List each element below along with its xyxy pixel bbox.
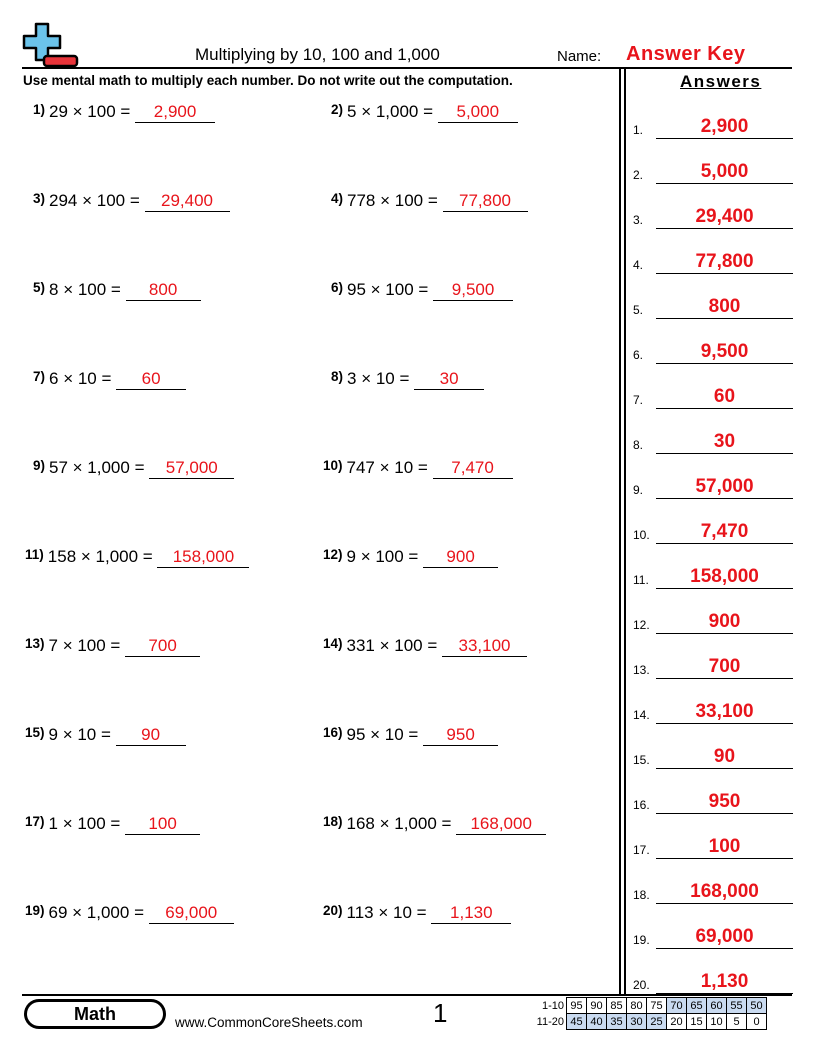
- answer-value: 950: [708, 791, 741, 812]
- answer-value: 90: [713, 746, 736, 767]
- score-cell: 0: [747, 1014, 767, 1030]
- answer-value: 2,900: [700, 116, 749, 137]
- answer-row-8: [633, 431, 793, 454]
- answer-line: [656, 723, 793, 724]
- problem-number: 9): [33, 458, 46, 473]
- answer-blank: 800: [126, 280, 201, 301]
- score-cell: 25: [647, 1014, 667, 1030]
- problem-expression: 331 × 100 =: [346, 636, 438, 655]
- answer-blank: 900: [423, 547, 498, 568]
- answer-value: 5,000: [700, 161, 749, 182]
- header-divider: [22, 67, 792, 69]
- answer-value: 69,000: [695, 926, 754, 947]
- problem-5: [33, 280, 201, 301]
- answer-line: [656, 633, 793, 634]
- problem-expression: 7 × 100 =: [48, 636, 121, 655]
- answer-blank: 90: [116, 725, 186, 746]
- answer-line: [656, 498, 793, 499]
- answer-row-20: [633, 971, 793, 994]
- problem-9: [33, 458, 234, 479]
- problem-number: 20): [323, 903, 343, 918]
- answer-line: [656, 678, 793, 679]
- problem-expression: 5 × 1,000 =: [347, 102, 434, 121]
- answer-value: 700: [708, 656, 741, 677]
- answer-blank: 29,400: [145, 191, 230, 212]
- answer-value: 33,100: [695, 701, 754, 722]
- answer-row-1: [633, 116, 793, 139]
- answer-line: [656, 768, 793, 769]
- answer-line: [656, 543, 793, 544]
- problem-number: 10): [323, 458, 343, 473]
- problem-4: [331, 191, 528, 212]
- answer-number: 3.: [633, 213, 644, 227]
- answer-value: 168,000: [690, 881, 759, 902]
- answer-line: [656, 453, 793, 454]
- answer-row-7: [633, 386, 793, 409]
- answer-column-divider: [624, 67, 626, 995]
- answer-number: 9.: [633, 483, 644, 497]
- plus-minus-logo-icon: [22, 22, 80, 68]
- problem-number: 2): [331, 102, 344, 117]
- subject-label: Math: [27, 1002, 163, 1026]
- problem-13: [25, 636, 200, 657]
- answer-blank: 158,000: [157, 547, 249, 568]
- answer-value: 9,500: [700, 341, 749, 362]
- answer-line: [656, 273, 793, 274]
- answer-number: 2.: [633, 168, 644, 182]
- answer-value: 60: [713, 386, 736, 407]
- score-cell: 10: [707, 1014, 727, 1030]
- answer-number: 17.: [633, 843, 650, 857]
- answer-number: 13.: [633, 663, 650, 677]
- score-cell: 50: [747, 998, 767, 1014]
- problem-expression: 1 × 100 =: [48, 814, 121, 833]
- score-cell: 60: [707, 998, 727, 1014]
- problem-15: [25, 725, 186, 746]
- answer-value: 29,400: [695, 206, 754, 227]
- answer-blank: 57,000: [149, 458, 234, 479]
- problem-20: [323, 903, 511, 924]
- score-cell: 30: [627, 1014, 647, 1030]
- problem-number: 6): [331, 280, 344, 295]
- problem-number: 4): [331, 191, 344, 206]
- problem-6: [331, 280, 513, 301]
- answer-row-15: [633, 746, 793, 769]
- answer-number: 16.: [633, 798, 650, 812]
- name-label: Name:: [557, 48, 602, 65]
- problem-number: 14): [323, 636, 343, 651]
- answer-row-14: [633, 701, 793, 724]
- answer-blank: 100: [125, 814, 200, 835]
- answer-blank: 33,100: [442, 636, 527, 657]
- answer-blank: 700: [125, 636, 200, 657]
- answer-value: 30: [713, 431, 736, 452]
- problem-expression: 747 × 10 =: [346, 458, 428, 477]
- problem-expression: 294 × 100 =: [49, 191, 140, 210]
- answer-number: 8.: [633, 438, 644, 452]
- score-row-label: 1-10: [541, 999, 564, 1012]
- problem-expression: 57 × 1,000 =: [49, 458, 145, 477]
- answer-line: [656, 318, 793, 319]
- answer-value: 800: [708, 296, 741, 317]
- problem-number: 17): [25, 814, 45, 829]
- problem-8: [331, 369, 484, 390]
- score-cell: 35: [607, 1014, 627, 1030]
- answer-blank: 9,500: [433, 280, 513, 301]
- problem-expression: 9 × 100 =: [346, 547, 419, 566]
- problem-2: [331, 102, 518, 123]
- score-cell: 90: [587, 998, 607, 1014]
- problem-expression: 168 × 1,000 =: [346, 814, 452, 833]
- problem-1: [33, 102, 215, 123]
- answer-row-3: [633, 206, 793, 229]
- answer-line: [656, 183, 793, 184]
- subject-badge: [24, 999, 166, 1029]
- answer-row-18: [633, 881, 793, 904]
- problem-number: 12): [323, 547, 343, 562]
- website-url: www.CommonCoreSheets.com: [175, 1015, 363, 1030]
- answer-line: [656, 813, 793, 814]
- score-cell: 5: [727, 1014, 747, 1030]
- problem-number: 19): [25, 903, 45, 918]
- problem-number: 3): [33, 191, 46, 206]
- answer-line: [656, 363, 793, 364]
- problem-expression: 9 × 10 =: [48, 725, 111, 744]
- problem-18: [323, 814, 546, 835]
- problem-expression: 6 × 10 =: [49, 369, 112, 388]
- problem-16: [323, 725, 498, 746]
- problem-11: [25, 547, 249, 568]
- answer-number: 19.: [633, 933, 650, 947]
- answer-number: 10.: [633, 528, 650, 542]
- answer-row-4: [633, 251, 793, 274]
- answer-key-label: Answer Key: [626, 43, 746, 65]
- problem-17: [25, 814, 200, 835]
- problem-19: [25, 903, 234, 924]
- score-cell: 80: [627, 998, 647, 1014]
- score-cell: 95: [567, 998, 587, 1014]
- score-cell: 40: [587, 1014, 607, 1030]
- answer-number: 11.: [633, 573, 649, 587]
- problem-number: 18): [323, 814, 343, 829]
- answer-row-16: [633, 791, 793, 814]
- answer-row-11: [633, 566, 793, 589]
- answer-number: 7.: [633, 393, 644, 407]
- answer-row-6: [633, 341, 793, 364]
- answer-row-19: [633, 926, 793, 949]
- answer-number: 12.: [633, 618, 650, 632]
- problem-expression: 95 × 100 =: [347, 280, 429, 299]
- answer-number: 6.: [633, 348, 644, 362]
- answer-number: 15.: [633, 753, 650, 767]
- answer-line: [656, 948, 793, 949]
- answer-number: 5.: [633, 303, 644, 317]
- problem-number: 13): [25, 636, 45, 651]
- problem-expression: 158 × 1,000 =: [47, 547, 153, 566]
- score-row-label: 11-20: [536, 1015, 564, 1028]
- problem-expression: 8 × 100 =: [49, 280, 121, 299]
- instructions: Use mental math to multiply each number. Do not write out the computation.: [23, 73, 513, 88]
- answer-row-10: [633, 521, 793, 544]
- problem-expression: 95 × 10 =: [346, 725, 419, 744]
- answer-row-2: [633, 161, 793, 184]
- problem-number: 1): [33, 102, 46, 117]
- problem-7: [33, 369, 186, 390]
- answer-number: 18.: [633, 888, 650, 902]
- answer-blank: 30: [414, 369, 484, 390]
- answer-blank: 7,470: [433, 458, 513, 479]
- answer-line: [656, 228, 793, 229]
- answer-blank: 168,000: [456, 814, 546, 835]
- answer-number: 14.: [633, 708, 650, 722]
- answer-value: 900: [708, 611, 741, 632]
- answer-value: 100: [708, 836, 741, 857]
- page-number: 1: [433, 998, 448, 1028]
- answers-heading: Answers: [680, 72, 762, 91]
- answer-blank: 2,900: [135, 102, 215, 123]
- score-cell: 45: [567, 1014, 587, 1030]
- score-cell: 55: [727, 998, 747, 1014]
- answer-blank: 60: [116, 369, 186, 390]
- problem-number: 8): [331, 369, 344, 384]
- answer-row-9: [633, 476, 793, 499]
- answer-blank: 5,000: [438, 102, 518, 123]
- problem-expression: 29 × 100 =: [49, 102, 131, 121]
- score-table: [528, 997, 767, 1030]
- problem-number: 15): [25, 725, 45, 740]
- problem-expression: 3 × 10 =: [347, 369, 410, 388]
- problem-10: [323, 458, 513, 479]
- score-row: [528, 998, 767, 1014]
- answer-value: 77,800: [695, 251, 754, 272]
- problem-number: 5): [33, 280, 46, 295]
- answer-value: 1,130: [700, 971, 749, 992]
- problem-expression: 69 × 1,000 =: [48, 903, 144, 922]
- problem-14: [323, 636, 527, 657]
- answer-number: 1.: [633, 123, 644, 137]
- footer-divider: [22, 994, 792, 996]
- answer-row-5: [633, 296, 793, 319]
- answer-blank: 1,130: [431, 903, 511, 924]
- score-cell: 20: [667, 1014, 687, 1030]
- answer-value: 7,470: [700, 521, 749, 542]
- problem-expression: 778 × 100 =: [347, 191, 438, 210]
- answer-value: 158,000: [690, 566, 759, 587]
- score-cell: 85: [607, 998, 627, 1014]
- answer-row-17: [633, 836, 793, 859]
- answer-line: [656, 903, 793, 904]
- answer-blank: 950: [423, 725, 498, 746]
- answer-row-12: [633, 611, 793, 634]
- score-row: [528, 1014, 767, 1030]
- answer-column-divider: [619, 67, 621, 995]
- score-cell: 75: [647, 998, 667, 1014]
- answer-blank: 77,800: [443, 191, 528, 212]
- answer-row-13: [633, 656, 793, 679]
- answer-number: 4.: [633, 258, 644, 272]
- worksheet-title: Multiplying by 10, 100 and 1,000: [195, 45, 440, 64]
- problem-expression: 113 × 10 =: [346, 903, 427, 922]
- problem-number: 7): [33, 369, 46, 384]
- problem-3: [33, 191, 230, 212]
- problem-12: [323, 547, 498, 568]
- answer-line: [656, 408, 793, 409]
- answer-value: 57,000: [695, 476, 754, 497]
- score-cell: 15: [687, 1014, 707, 1030]
- score-cell: 70: [667, 998, 687, 1014]
- answer-line: [656, 858, 793, 859]
- answer-line: [656, 588, 793, 589]
- answer-blank: 69,000: [149, 903, 234, 924]
- score-cell: 65: [687, 998, 707, 1014]
- problem-number: 16): [323, 725, 343, 740]
- answer-number: 20.: [633, 978, 650, 992]
- problem-number: 11): [25, 547, 44, 562]
- answer-line: [656, 138, 793, 139]
